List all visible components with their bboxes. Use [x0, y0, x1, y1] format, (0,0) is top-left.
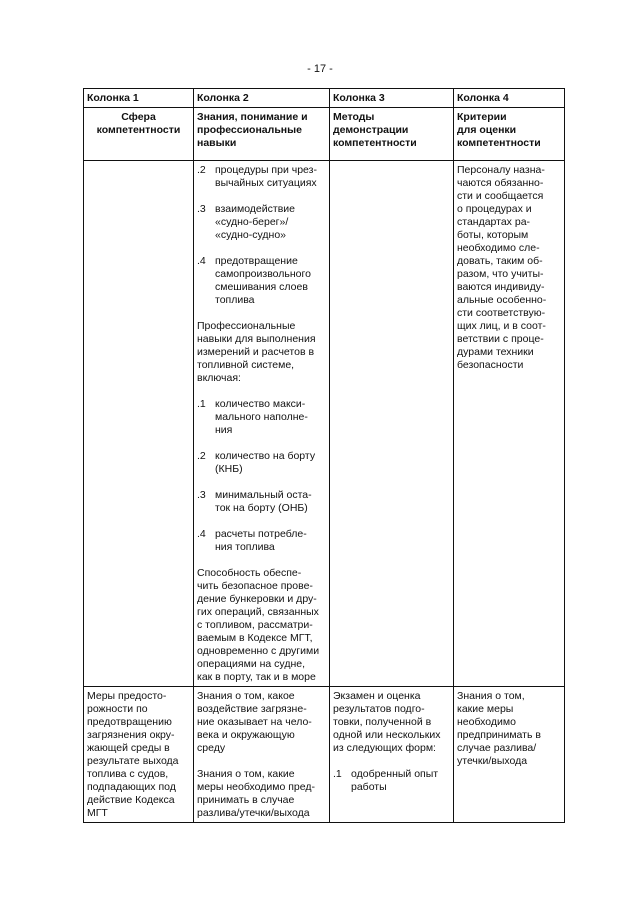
column-header-row	[84, 89, 565, 108]
page-number: - 17 -	[307, 63, 333, 75]
row1-col3	[330, 161, 454, 687]
list-item: .4 расчеты потребле- ния топлива	[197, 528, 307, 553]
list-item: .2 количество на борту (КНБ)	[197, 450, 316, 475]
list-item: .4 предотвращение самопроизвольного смешивания слоев топлива	[197, 255, 311, 306]
competence-table	[83, 88, 565, 823]
subheader-row	[84, 108, 565, 161]
list-item: .2 процедуры при чрез- вычайных ситуациях	[197, 164, 317, 189]
subheader-competence-area: Сфера компетентности	[84, 108, 194, 161]
table-row	[84, 161, 565, 687]
list-item: .3 взаимодействие «судно-берег»/ «судно-судно»	[197, 203, 295, 241]
row1-col4: Персоналу назна- чаются обязанно- сти и сообщается о процедурах и стандартах ра- боты, которым необходимо сле- довать, таким об- разом, что учиты- ваются индивиду- альные особенно- сти соответствую- щих лиц, и в соот- ветствии с проце- дурами техники безопасности	[454, 161, 565, 687]
paragraph: Экзамен и оценка результатов подго- товки, полученной в одной или нескольких из следующих форм:	[333, 690, 441, 754]
paragraph: Знания о том, какие меры необходимо пред- принимать в случае разлива/утечки/выхода	[197, 768, 315, 819]
row1-col1	[84, 161, 194, 687]
subheader-criteria: Критерии для оценки компетентности	[454, 108, 565, 161]
subheader-methods: Методы демонстрации компетентности	[330, 108, 454, 161]
list-item: .1 количество макси- мального наполне- ния	[197, 398, 308, 436]
row2-col4: Знания о том, какие меры необходимо предпринимать в случае разлива/ утечки/выхода	[454, 687, 565, 823]
column-header: Колонка 1	[84, 89, 194, 108]
row2-col3	[330, 687, 454, 823]
column-header: Колонка 4	[454, 89, 565, 108]
list-item: .1 одобренный опыт работы	[333, 768, 439, 793]
paragraph: Знания о том, какое воздействие загрязне- ние оказывает на чело- века и окружающую среду	[197, 690, 312, 754]
row2-col1: Меры предосто- рожности по предотвращению загрязнения окру- жающей среды в результате выхода топлива с судов, подпадающих под действие Кодекса МГТ	[84, 687, 194, 823]
row2-col2	[194, 687, 330, 823]
subheader-knowledge: Знания, понимание и профессиональные навыки	[194, 108, 330, 161]
list-item: .3 минимальный оста- ток на борту (ОНБ)	[197, 489, 312, 514]
column-header: Колонка 2	[194, 89, 330, 108]
paragraph: Способность обеспе- чить безопасное прове- дение бункеровки и дру- гих операций, связанных с топливом, рассматри- ваемым в Кодексе МГТ, одновременно с другими операциями на судне, как в порту, так и в море	[197, 567, 320, 683]
column-header: Колонка 3	[330, 89, 454, 108]
row1-col2	[194, 161, 330, 687]
table-row	[84, 687, 565, 823]
paragraph: Профессиональные навыки для выполнения измерений и расчетов в топливной системе, включая:	[197, 320, 316, 384]
